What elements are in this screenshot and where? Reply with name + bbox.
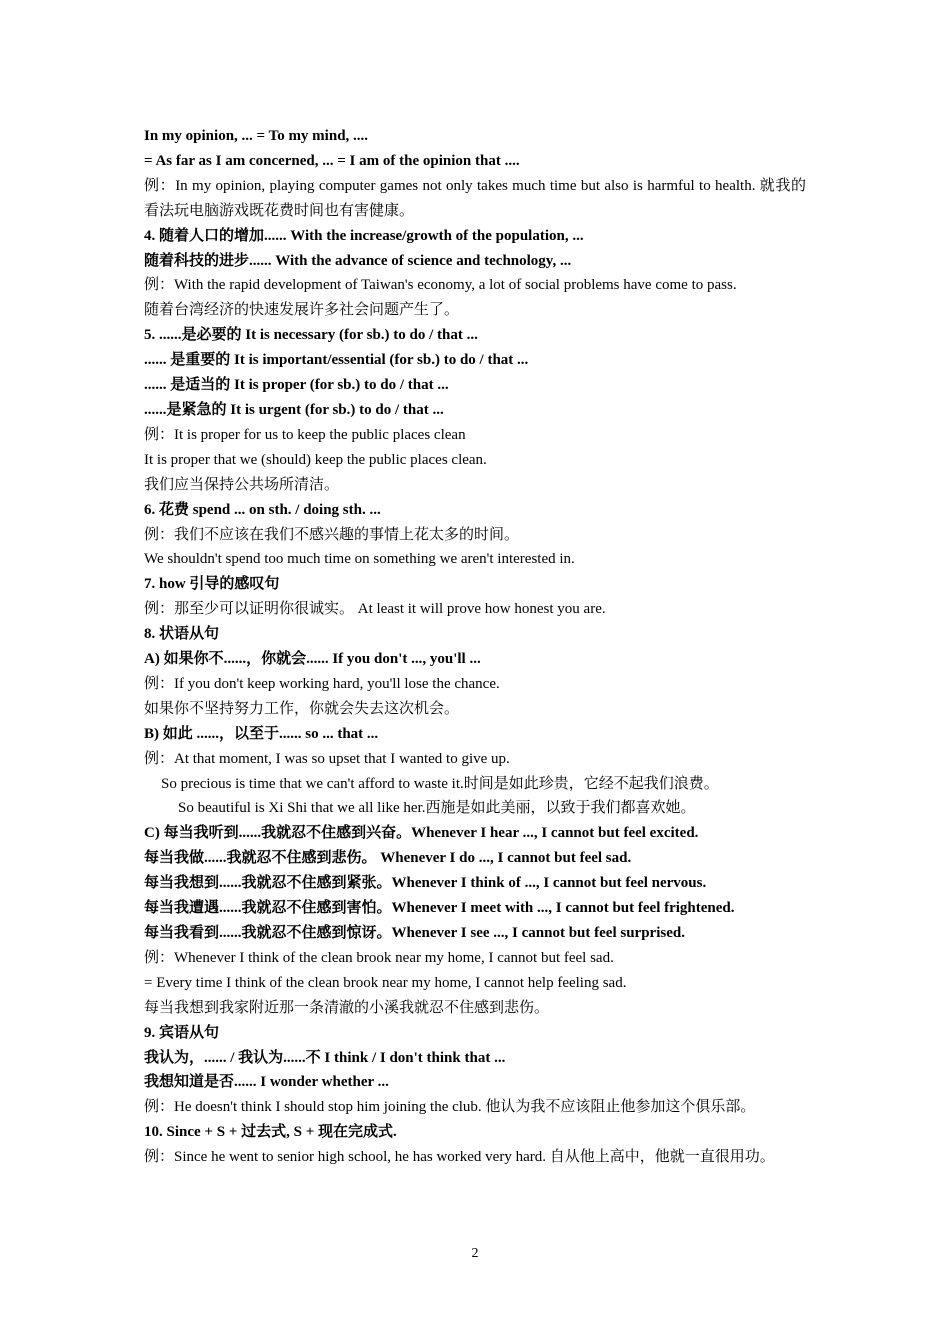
text-line: It is proper that we (should) keep the public places clean. xyxy=(144,451,487,468)
heading-line: 每当我想到......我就忍不住感到紧张。Whenever I think of ..., I cannot but feel nervous. xyxy=(144,875,707,892)
heading-line: 随着科技的进步...... With the advance of science and technology, ... xyxy=(144,252,572,269)
text-line: We shouldn't spend too much time on something we aren't interested in. xyxy=(144,551,575,568)
text-line: 例：Whenever I think of the clean brook near my home, I cannot but feel sad. xyxy=(144,949,614,966)
heading-line: ...... 是适当的 It is proper (for sb.) to do / that ... xyxy=(144,377,449,394)
text-line: 例：那至少可以证明你很诚实。 At least it will prove how honest you are. xyxy=(144,601,606,618)
heading-line: C) 每当我听到......我就忍不住感到兴奋。Whenever I hear ..., I cannot but feel excited. xyxy=(144,825,699,842)
heading-line: 每当我遭遇......我就忍不住感到害怕。Whenever I meet with ..., I cannot but feel frightened. xyxy=(144,900,735,917)
text-line: 例：It is proper for us to keep the public places clean xyxy=(144,426,466,443)
page-number: 2 xyxy=(471,1246,479,1261)
heading-line: ......是紧急的 It is urgent (for sb.) to do / that ... xyxy=(144,401,444,418)
text-line: 例：At that moment, I was so upset that I wanted to give up. xyxy=(144,750,510,767)
text-line: 例：If you don't keep working hard, you'll lose the chance. xyxy=(144,675,500,692)
heading-line: B) 如此 ......，以至于...... so ... that ... xyxy=(144,725,379,742)
text-line: 我们应当保持公共场所清洁。 xyxy=(144,476,340,493)
text-line: 例：He doesn't think I should stop him joining the club. 他认为我不应该阻止他参加这个俱乐部。 xyxy=(144,1099,756,1116)
heading-line: 10. Since + S + 过去式, S + 现在完成式. xyxy=(144,1124,397,1141)
document-body xyxy=(144,124,806,1170)
heading-line: 每当我看到......我就忍不住感到惊讶。Whenever I see ..., I cannot but feel surprised. xyxy=(144,925,685,941)
heading-line: 8. 状语从句 xyxy=(144,626,220,643)
heading-line: 9. 宾语从句 xyxy=(144,1024,220,1041)
heading-line: 我认为，...... / 我认为......不 I think / I don't think that ... xyxy=(144,1049,506,1066)
heading-line: 5. ......是必要的 It is necessary (for sb.) to do / that ... xyxy=(144,327,478,344)
text-line: So precious is time that we can't afford to waste it.时间是如此珍贵，它经不起我们浪费。 xyxy=(161,775,719,792)
heading-line: 每当我做......我就忍不住感到悲伤。 Whenever I do ..., I cannot but feel sad. xyxy=(144,850,632,867)
text-line: 随着台湾经济的快速发展许多社会问题产生了。 xyxy=(144,302,460,319)
text-line: 每当我想到我家附近那一条清澈的小溪我就忍不住感到悲伤。 xyxy=(144,999,550,1016)
text-line: 例：我们不应该在我们不感兴趣的事情上花太多的时间。 xyxy=(144,526,520,543)
heading-line: 7. how 引导的感叹句 xyxy=(144,576,280,593)
text-line: = Every time I think of the clean brook near my home, I cannot help feeling sad. xyxy=(144,974,627,991)
heading-line: In my opinion, ... = To my mind, .... xyxy=(144,128,369,144)
text-line: 如果你不坚持努力工作，你就会失去这次机会。 xyxy=(144,700,460,717)
text-line: So beautiful is Xi Shi that we all like her.西施是如此美丽，以致于我们都喜欢她。 xyxy=(178,800,696,817)
heading-line: A) 如果你不......，你就会...... If you don't ..., you'll ... xyxy=(144,651,481,668)
heading-line: ...... 是重要的 It is important/essential (for sb.) to do / that ... xyxy=(144,352,529,369)
heading-line: 4. 随着人口的增加...... With the increase/growth of the population, ... xyxy=(144,227,584,244)
text-line: 例：In my opinion, playing computer games not only takes much time but also is harmful to health. 就我的看法玩电脑游戏既花费时间也有害健康。 xyxy=(144,177,806,219)
text-line: 例：Since he went to senior high school, he has worked very hard. 自从他上高中，他就一直很用功。 xyxy=(144,1149,775,1166)
text-line: 例：With the rapid development of Taiwan's economy, a lot of social problems have come to pass. xyxy=(144,277,737,294)
heading-line: 6. 花费 spend ... on sth. / doing sth. ... xyxy=(144,501,381,518)
heading-line: = As far as I am concerned, ... = I am of the opinion that .... xyxy=(144,152,520,169)
heading-line: 我想知道是否...... I wonder whether ... xyxy=(144,1074,389,1091)
